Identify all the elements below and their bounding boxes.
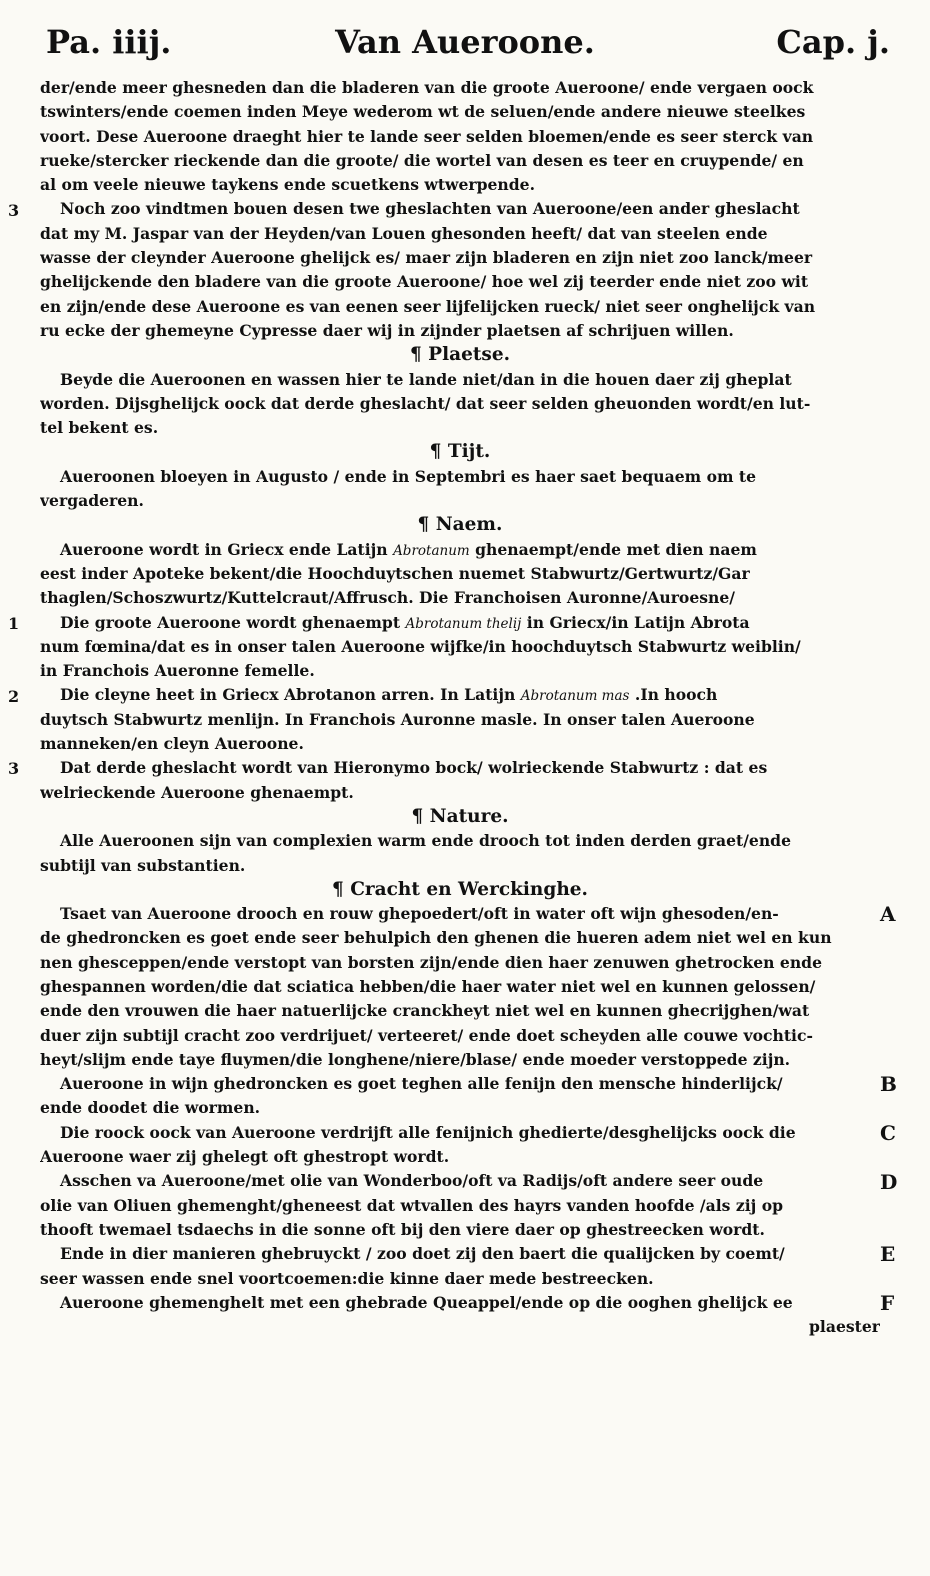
text-line: [40, 829, 880, 853]
line-text: welrieckende Aueroone ghenaempt.: [40, 782, 354, 802]
line-text: Dat derde gheslacht wordt van Hieronymo bock/ wolrieckende Stabwurtz : dat es: [60, 758, 768, 778]
line-text: eest inder Apoteke bekent/die Hoochduytschen nuemet Stabwurtz/Gertwurtz/Gar: [40, 563, 750, 583]
latin-term: Abrotanum mas: [520, 688, 630, 705]
text-line: [40, 149, 880, 173]
text-line: [40, 975, 880, 999]
line-text: Alle Aueroonen sijn van complexien warm ende drooch tot inden derden graet/ende: [60, 831, 792, 851]
text-line: [40, 1048, 880, 1072]
line-text: Aueroone ghemenghelt met een ghebrade Queappel/ende op die ooghen ghelijck ee: [60, 1292, 793, 1312]
line-text: ¶ Naem.: [417, 514, 503, 536]
text-line: [40, 392, 880, 416]
line-text: Die cleyne heet in Griecx Abrotanon arren. In Latijn: [60, 685, 516, 705]
text-line: [40, 222, 880, 246]
line-text: tel bekent es.: [40, 418, 159, 438]
line-text: worden. Dijsghelijck oock dat derde gheslacht/ dat seer selden gheuonden wordt/en lut-: [40, 393, 811, 413]
margin-number: 2: [8, 686, 20, 706]
line-text: thooft twemael tsdaechs in die sonne oft bij den viere daer op ghestreecken wordt.: [40, 1219, 765, 1239]
line-text: Die groote Aueroone wordt ghenaempt: [60, 612, 401, 632]
text-line: [40, 125, 880, 149]
text-line: [40, 1145, 880, 1169]
text-line: [40, 902, 880, 926]
text-line: [40, 197, 880, 221]
page-number: Pa. iiij.: [46, 23, 172, 61]
text-line: [40, 1315, 880, 1339]
line-text: Aueroonen bloeyen in Augusto / ende in Septembri es haer saet bequaem om te: [60, 466, 757, 486]
line-text: duytsch Stabwurtz menlijn. In Franchois Auronne masle. In onser talen Aueroone: [40, 709, 755, 729]
text-line: [40, 1024, 880, 1048]
margin-number: 3: [8, 759, 20, 779]
text-line: [40, 246, 880, 270]
text-line: [40, 781, 880, 805]
text-line: [40, 489, 880, 513]
line-text: in Franchois Aueronne femelle.: [40, 661, 315, 681]
text-body: [40, 76, 880, 1339]
line-text: ¶ Tijt.: [429, 441, 491, 463]
text-line: [40, 926, 880, 950]
margin-letter: F: [880, 1291, 895, 1315]
line-text: de ghedroncken es goet ende seer behulpich den ghenen die hueren adem niet wel en kun: [40, 928, 832, 948]
line-text: ende den vrouwen die haer natuerlijcke cranckheyt niet wel en kunnen ghecrijghen/wat: [40, 1001, 810, 1021]
text-line: [40, 562, 880, 586]
line-text: ¶ Plaetse.: [409, 344, 511, 366]
page-header: [40, 18, 890, 70]
line-text: en zijn/ende dese Aueroone es van eenen seer lijfelijcken rueck/ niet seer onghelijck van: [40, 296, 816, 316]
line-text: ¶ Nature.: [411, 805, 509, 827]
margin-number: 3: [8, 200, 20, 220]
line-text: vergaderen.: [40, 491, 144, 511]
text-line: [40, 76, 880, 100]
line-text-continued: in Griecx/in Latijn Abrota: [521, 612, 750, 632]
line-text: olie van Oliuen ghemenght/gheneest dat wtvallen des hayrs vanden hoofde /als zij op: [40, 1195, 784, 1215]
margin-number: 1: [8, 613, 20, 633]
text-line: [40, 1242, 880, 1266]
line-text: Aueroone in wijn ghedroncken es goet teghen alle fenijn den mensche hinderlijck/: [60, 1074, 783, 1094]
line-text: tswinters/ende coemen inden Meye wederom wt de seluen/ende andere nieuwe steelkes: [40, 102, 806, 122]
text-line: [40, 659, 880, 683]
line-text: subtijl van substantien.: [40, 855, 246, 875]
text-line: [40, 1169, 880, 1193]
line-text: Aueroone waer zij ghelegt oft ghestropt wordt.: [40, 1147, 450, 1167]
section-heading: [40, 440, 880, 464]
text-line: [40, 100, 880, 124]
margin-letter: B: [880, 1072, 897, 1097]
text-line: [40, 708, 880, 732]
line-text: num fœmina/dat es in onser talen Aueroone wijfke/in hoochduytsch Stabwurtz weiblin/: [40, 636, 801, 656]
line-text: wasse der cleynder Aueroone ghelijck es/ maer zijn bladeren en zijn niet zoo lanck/meer: [40, 248, 813, 268]
line-text: Tsaet van Aueroone drooch en rouw ghepoedert/oft in water oft wijn ghesoden/en-: [60, 904, 779, 924]
line-text: seer wassen ende snel voortcoemen:die kinne daer mede bestreecken.: [40, 1268, 654, 1288]
text-line: [40, 854, 880, 878]
line-text: dat my M. Jaspar van der Heyden/van Louen ghesonden heeft/ dat van steelen ende: [40, 223, 768, 243]
text-line: [40, 416, 880, 440]
margin-letter: E: [880, 1242, 896, 1267]
line-text: Die roock oock van Aueroone verdrijft alle fenijnich ghedierte/desghelijcks oock die: [60, 1122, 796, 1142]
text-line: [40, 1121, 880, 1145]
line-text: plaester: [809, 1317, 880, 1337]
chapter-number: Cap. j.: [776, 23, 890, 61]
line-text: ghelijckende den bladere van die groote Aueroone/ hoe wel zij teerder ende niet zoo wit: [40, 272, 809, 292]
text-line: [40, 368, 880, 392]
line-text-continued: .In hooch: [629, 685, 718, 705]
line-text: Aueroone wordt in Griecx ende Latijn: [60, 539, 388, 559]
text-line: [40, 732, 880, 756]
line-text: Ende in dier manieren ghebruyckt / zoo doet zij den baert die qualijcken by coemt/: [60, 1244, 785, 1264]
section-heading: [40, 343, 880, 367]
text-line: [40, 635, 880, 659]
line-text: al om veele nieuwe taykens ende scuetkens wtwerpende.: [40, 175, 536, 195]
latin-term: Abrotanum: [393, 542, 470, 559]
text-line: [40, 683, 880, 707]
text-line: [40, 538, 880, 562]
section-heading: [40, 878, 880, 902]
line-text: voort. Dese Aueroone draeght hier te lande seer selden bloemen/ende es seer sterck van: [40, 126, 814, 146]
text-line: [40, 319, 880, 343]
text-line: [40, 999, 880, 1023]
line-text: rueke/stercker rieckende dan die groote/ die wortel van desen es teer en cruypende/ en: [40, 150, 804, 170]
line-text: Asschen va Aueroone/met olie van Wonderboo/oft va Radijs/oft andere seer oude: [60, 1171, 764, 1191]
line-text: Beyde die Aueroonen en wassen hier te lande niet/dan in die houen daer zij gheplat: [60, 369, 792, 389]
line-text-continued: ghenaempt/ende met dien naem: [469, 539, 757, 559]
line-text: thaglen/Schoszwurtz/Kuttelcraut/Affrusch. Die Franchoisen Auronne/Auroesne/: [40, 588, 735, 608]
text-line: [40, 756, 880, 780]
text-line: [40, 465, 880, 489]
line-text: manneken/en cleyn Aueroone.: [40, 734, 304, 754]
margin-letter: C: [880, 1120, 896, 1145]
text-line: [40, 611, 880, 635]
text-line: [40, 1194, 880, 1218]
line-text: der/ende meer ghesneden dan die bladeren van die groote Aueroone/ ende vergaen oock: [40, 78, 814, 97]
margin-letter: D: [880, 1169, 898, 1194]
text-line: [40, 173, 880, 197]
line-text: heyt/slijm ende taye fluymen/die longhene/niere/blase/ ende moeder verstoppede zijn.: [40, 1049, 791, 1069]
text-line: [40, 1291, 880, 1315]
text-line: [40, 1072, 880, 1096]
latin-term: Abrotanum thelij: [405, 615, 522, 632]
line-text: ghespannen worden/die dat sciatica hebben/die haer water niet wel en kunnen gelossen/: [40, 976, 816, 996]
section-heading: [40, 805, 880, 829]
text-line: [40, 586, 880, 610]
text-line: [40, 1267, 880, 1291]
text-line: [40, 270, 880, 294]
line-text: ende doodet die wormen.: [40, 1098, 261, 1118]
text-line: [40, 1218, 880, 1242]
section-heading: [40, 513, 880, 537]
line-text: ¶ Cracht en Werckinghe.: [332, 878, 588, 900]
line-text: Noch zoo vindtmen bouen desen twe gheslachten van Aueroone/een ander gheslacht: [60, 199, 800, 219]
text-line: [40, 951, 880, 975]
line-text: ru ecke der ghemeyne Cypresse daer wij in zijnder plaetsen af schrijuen willen.: [40, 320, 734, 340]
margin-letter: A: [880, 902, 896, 927]
line-text: duer zijn subtijl cracht zoo verdrijuet/ verteeret/ ende doet scheyden alle couwe vochtic-: [40, 1025, 813, 1045]
chapter-title: Van Aueroone.: [335, 23, 595, 61]
text-line: [40, 295, 880, 319]
text-line: [40, 1096, 880, 1120]
line-text: nen ghesceppen/ende verstopt van borsten zijn/ende dien haer zenuwen ghetrocken ende: [40, 952, 822, 972]
